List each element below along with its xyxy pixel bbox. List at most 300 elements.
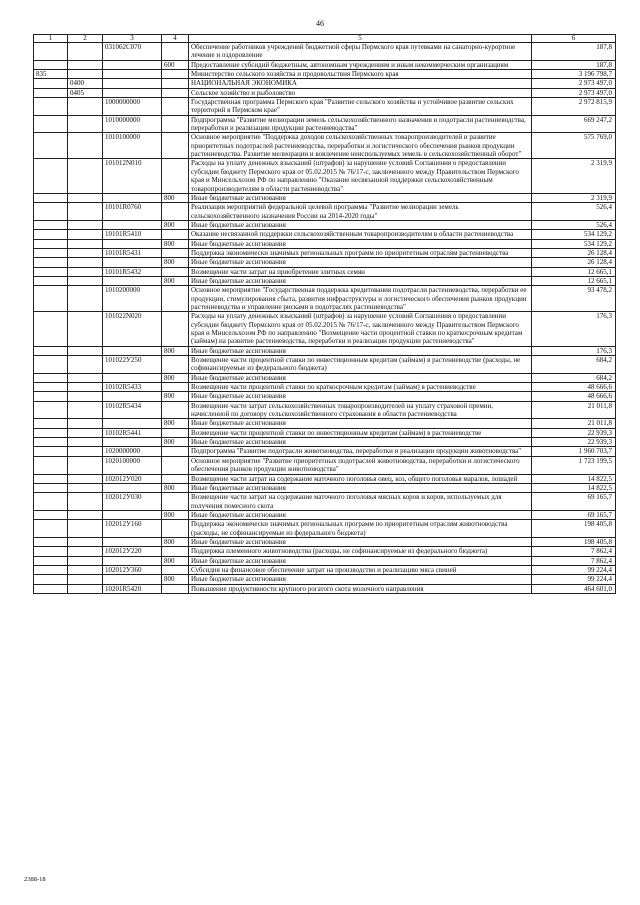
- name-cell: Иные бюджетные ассигнования: [189, 510, 532, 519]
- target-article-cell: [103, 258, 162, 267]
- table-row: [34, 356, 616, 374]
- section-cell: [68, 493, 103, 511]
- target-article-cell: 1000000000: [103, 98, 162, 116]
- section-cell: [68, 60, 103, 69]
- name-cell: Иные бюджетные ассигнования: [189, 239, 532, 248]
- section-cell: [68, 203, 103, 221]
- admin-code-cell: [34, 267, 68, 276]
- table-row: [34, 193, 616, 202]
- section-cell: [68, 474, 103, 483]
- name-cell: Иные бюджетные ассигнования: [189, 346, 532, 355]
- admin-code-cell: [34, 203, 68, 221]
- section-cell: [68, 276, 103, 285]
- amount-cell: 69 165,7: [532, 493, 616, 511]
- table-row: [34, 383, 616, 392]
- admin-code-cell: [34, 547, 68, 556]
- expense-type-cell: [162, 428, 189, 437]
- section-cell: [68, 392, 103, 401]
- name-cell: Возмещение части затрат на приобретение элитных семян: [189, 267, 532, 276]
- table-row: [34, 401, 616, 419]
- expense-type-cell: [162, 493, 189, 511]
- table-row: [34, 520, 616, 538]
- target-article-cell: 10101R5431: [103, 248, 162, 257]
- amount-cell: 198 405,8: [532, 537, 616, 546]
- amount-cell: 26 128,4: [532, 248, 616, 257]
- name-cell: Иные бюджетные ассигнования: [189, 193, 532, 202]
- amount-cell: 22 939,3: [532, 428, 616, 437]
- amount-cell: 99 224,4: [532, 565, 616, 574]
- section-cell: [68, 510, 103, 519]
- amount-cell: 14 822,5: [532, 474, 616, 483]
- admin-code-cell: [34, 556, 68, 565]
- section-cell: [68, 419, 103, 428]
- target-article-cell: 101022N020: [103, 312, 162, 346]
- admin-code-cell: [34, 230, 68, 239]
- admin-code-cell: [34, 356, 68, 374]
- name-cell: Расходы на уплату денежных взысканий (штрафов) за нарушение условий Соглашения о предоставлении субсидии бюджету Пермского края от 05.02.2015 № 76/17-с, заключенного между Правительством Пермского края и Минсельхозом РФ по направлению "Возмещение части процентной ставки по краткосрочным кредитам (займам) на развитие растениеводства, переработки и реализации продукции растениеводства": [189, 312, 532, 346]
- name-cell: Иные бюджетные ассигнования: [189, 258, 532, 267]
- header-cell: 2: [68, 35, 103, 43]
- amount-cell: 176,3: [532, 312, 616, 346]
- amount-cell: 21 011,8: [532, 419, 616, 428]
- target-article-cell: 101022У250: [103, 356, 162, 374]
- admin-code-cell: [34, 438, 68, 447]
- section-cell: [68, 483, 103, 492]
- table-row: [34, 258, 616, 267]
- target-article-cell: 10101R5432: [103, 267, 162, 276]
- document-id: 2388-18: [24, 876, 46, 883]
- target-article-cell: [103, 60, 162, 69]
- table-row: [34, 556, 616, 565]
- expense-type-cell: [162, 383, 189, 392]
- section-cell: [68, 565, 103, 574]
- expense-type-cell: 800: [162, 346, 189, 355]
- amount-cell: 2 972 815,9: [532, 98, 616, 116]
- name-cell: Возмещение части затрат сельскохозяйственных товаропроизводителей на уплату страховой премии, начисленной по договору сельскохозяйственного страхования в области растениеводства: [189, 401, 532, 419]
- admin-code-cell: [34, 483, 68, 492]
- amount-cell: 2 973 497,0: [532, 79, 616, 88]
- section-cell: [68, 428, 103, 437]
- expense-type-cell: 800: [162, 392, 189, 401]
- target-article-cell: 101012N010: [103, 159, 162, 193]
- admin-code-cell: [34, 520, 68, 538]
- expense-type-cell: [162, 98, 189, 116]
- amount-cell: 684,2: [532, 373, 616, 382]
- section-cell: [68, 356, 103, 374]
- section-cell: [68, 537, 103, 546]
- admin-code-cell: [34, 43, 68, 61]
- table-row: [34, 493, 616, 511]
- amount-cell: 534 129,2: [532, 239, 616, 248]
- target-article-cell: 10102R5434: [103, 401, 162, 419]
- expense-type-cell: [162, 401, 189, 419]
- expense-type-cell: [162, 547, 189, 556]
- target-article-cell: 102012У030: [103, 493, 162, 511]
- expense-type-cell: [162, 267, 189, 276]
- table-row: [34, 547, 616, 556]
- target-article-cell: [103, 373, 162, 382]
- name-cell: Расходы на уплату денежных взысканий (штрафов) за нарушение условий Соглашения о предоставлении субсидии бюджету Пермского края от 05.02.2015 № 76/17-с, заключенного между Правительством Пермского края и Минсельхозом РФ по направлению "Оказание несвязанной поддержки сельскохозяйственным товаропроизводителям в области растениеводства": [189, 159, 532, 193]
- name-cell: Иные бюджетные ассигнования: [189, 537, 532, 546]
- admin-code-cell: [34, 220, 68, 229]
- expense-type-cell: [162, 43, 189, 61]
- name-cell: Основное мероприятие "Поддержка доходов сельскохозяйственных товаропроизводителей и развитие приоритетных подотраслей растениеводства, переработки и логистического обеспечения рынков продукции растениеводства. Развитие мелиорации и вовлечение неиспользуемых земель в сельскохозяйственный оборот": [189, 133, 532, 159]
- section-cell: [68, 373, 103, 382]
- table-header-row: [34, 35, 616, 43]
- target-article-cell: [103, 510, 162, 519]
- amount-cell: 99 224,4: [532, 575, 616, 584]
- table-row: [34, 537, 616, 546]
- section-cell: [68, 447, 103, 456]
- section-cell: [68, 98, 103, 116]
- target-article-cell: [103, 556, 162, 565]
- expense-type-cell: 800: [162, 556, 189, 565]
- target-article-cell: [103, 239, 162, 248]
- table-row: [34, 60, 616, 69]
- table-row: [34, 70, 616, 79]
- target-article-cell: 10102R5433: [103, 383, 162, 392]
- name-cell: Возмещение части процентной ставки по краткосрочным кредитам (займам) в растениеводстве: [189, 383, 532, 392]
- expense-type-cell: 800: [162, 575, 189, 584]
- section-cell: [68, 346, 103, 355]
- target-article-cell: 102012У020: [103, 474, 162, 483]
- table-row: [34, 220, 616, 229]
- expense-type-cell: 800: [162, 220, 189, 229]
- name-cell: Подпрограмма "Развитие подотрасли животноводства, переработки и реализации продукции животноводства": [189, 447, 532, 456]
- target-article-cell: [103, 537, 162, 546]
- target-article-cell: [103, 79, 162, 88]
- amount-cell: 26 128,4: [532, 258, 616, 267]
- expense-type-cell: [162, 356, 189, 374]
- target-article-cell: 1010000000: [103, 115, 162, 133]
- admin-code-cell: [34, 159, 68, 193]
- target-article-cell: [103, 346, 162, 355]
- table-row: [34, 373, 616, 382]
- header-cell: 5: [189, 35, 532, 43]
- admin-code-cell: [34, 493, 68, 511]
- amount-cell: 187,8: [532, 60, 616, 69]
- expense-type-cell: [162, 203, 189, 221]
- target-article-cell: [103, 220, 162, 229]
- admin-code-cell: [34, 392, 68, 401]
- amount-cell: 2 319,9: [532, 193, 616, 202]
- name-cell: Поддержка племенного животноводства (расходы, не софинансируемые из федерального бюджета): [189, 547, 532, 556]
- name-cell: Иные бюджетные ассигнования: [189, 220, 532, 229]
- target-article-cell: 102012У360: [103, 565, 162, 574]
- amount-cell: 669 247,2: [532, 115, 616, 133]
- section-cell: [68, 43, 103, 61]
- amount-cell: 48 666,6: [532, 383, 616, 392]
- expense-type-cell: [162, 159, 189, 193]
- target-article-cell: 102012У160: [103, 520, 162, 538]
- expense-type-cell: [162, 474, 189, 483]
- admin-code-cell: [34, 383, 68, 392]
- amount-cell: 187,8: [532, 43, 616, 61]
- table-row: [34, 203, 616, 221]
- section-cell: [68, 230, 103, 239]
- admin-code-cell: [34, 193, 68, 202]
- name-cell: Возмещение части затрат на содержание маточного поголовья овец, коз, общего поголовья маралов, лошадей: [189, 474, 532, 483]
- section-cell: [68, 556, 103, 565]
- admin-code-cell: [34, 575, 68, 584]
- section-cell: [68, 286, 103, 312]
- section-cell: [68, 584, 103, 593]
- section-cell: [68, 456, 103, 474]
- amount-cell: 464 601,0: [532, 584, 616, 593]
- header-cell: 6: [532, 35, 616, 43]
- target-article-cell: 10101R5410: [103, 230, 162, 239]
- admin-code-cell: [34, 115, 68, 133]
- table-row: [34, 483, 616, 492]
- admin-code-cell: [34, 133, 68, 159]
- section-cell: [68, 115, 103, 133]
- expense-type-cell: [162, 520, 189, 538]
- name-cell: Возмещение части процентной ставки по инвестиционным кредитам (займам) в растениеводстве (расходы, не софинансируемые из федерального бюджета): [189, 356, 532, 374]
- admin-code-cell: [34, 373, 68, 382]
- amount-cell: 198 405,8: [532, 520, 616, 538]
- amount-cell: 48 666,6: [532, 392, 616, 401]
- section-cell: [68, 193, 103, 202]
- amount-cell: 2 973 497,0: [532, 88, 616, 97]
- table-row: [34, 447, 616, 456]
- table-body: [34, 35, 616, 594]
- admin-code-cell: [34, 258, 68, 267]
- amount-cell: 69 165,7: [532, 510, 616, 519]
- target-article-cell: 1010100000: [103, 133, 162, 159]
- name-cell: Реализация мероприятий федеральной целевой программы "Развитие мелиорации земель сельскохозяйственного назначения России на 2014-2020 годы": [189, 203, 532, 221]
- admin-code-cell: [34, 428, 68, 437]
- header-cell: 3: [103, 35, 162, 43]
- name-cell: Иные бюджетные ассигнования: [189, 575, 532, 584]
- expense-type-cell: 800: [162, 193, 189, 202]
- table-row: [34, 43, 616, 61]
- target-article-cell: [103, 392, 162, 401]
- target-article-cell: [103, 483, 162, 492]
- admin-code-cell: [34, 312, 68, 346]
- expense-type-cell: 800: [162, 483, 189, 492]
- admin-code-cell: [34, 346, 68, 355]
- admin-code-cell: [34, 401, 68, 419]
- admin-code-cell: [34, 276, 68, 285]
- admin-code-cell: [34, 286, 68, 312]
- expense-type-cell: [162, 312, 189, 346]
- expense-type-cell: 800: [162, 276, 189, 285]
- name-cell: Иные бюджетные ассигнования: [189, 419, 532, 428]
- section-cell: [68, 248, 103, 257]
- name-cell: Повышение продуктивности крупного рогатого скота молочного направления: [189, 584, 532, 593]
- target-article-cell: [103, 575, 162, 584]
- table-row: [34, 346, 616, 355]
- admin-code-cell: [34, 510, 68, 519]
- expense-type-cell: [162, 565, 189, 574]
- admin-code-cell: [34, 98, 68, 116]
- target-article-cell: 1020100000: [103, 456, 162, 474]
- table-row: [34, 267, 616, 276]
- section-cell: 0405: [68, 88, 103, 97]
- name-cell: Субсидия на финансовое обеспечение затрат на производство и реализацию мяса свиней: [189, 565, 532, 574]
- name-cell: Возмещение части затрат на содержание маточного поголовья мясных коров и коров, используемых для получения помесного скота: [189, 493, 532, 511]
- amount-cell: 3 196 798,7: [532, 70, 616, 79]
- budget-table: [33, 34, 616, 594]
- expense-type-cell: [162, 88, 189, 97]
- table-row: [34, 286, 616, 312]
- section-cell: [68, 239, 103, 248]
- name-cell: Предоставление субсидий бюджетным, автономным учреждениям и иным некоммерческим организациям: [189, 60, 532, 69]
- expense-type-cell: 800: [162, 419, 189, 428]
- amount-cell: 93 478,2: [532, 286, 616, 312]
- table-row: [34, 159, 616, 193]
- section-cell: [68, 520, 103, 538]
- expense-type-cell: [162, 115, 189, 133]
- expense-type-cell: [162, 79, 189, 88]
- section-cell: [68, 258, 103, 267]
- name-cell: Возмещение части процентной ставки по инвестиционным кредитам (займам) в растениеводстве: [189, 428, 532, 437]
- amount-cell: 526,4: [532, 220, 616, 229]
- name-cell: Иные бюджетные ассигнования: [189, 483, 532, 492]
- table-row: [34, 438, 616, 447]
- target-article-cell: [103, 193, 162, 202]
- amount-cell: 21 011,8: [532, 401, 616, 419]
- expense-type-cell: 800: [162, 258, 189, 267]
- admin-code-cell: [34, 79, 68, 88]
- table-row: [34, 98, 616, 116]
- name-cell: Оказание несвязанной поддержки сельскохозяйственным товаропроизводителям в области растениеводства: [189, 230, 532, 239]
- table-row: [34, 276, 616, 285]
- admin-code-cell: [34, 239, 68, 248]
- expense-type-cell: 800: [162, 373, 189, 382]
- target-article-cell: 10102R5441: [103, 428, 162, 437]
- table-row: [34, 312, 616, 346]
- section-cell: [68, 547, 103, 556]
- table-row: [34, 474, 616, 483]
- section-cell: [68, 133, 103, 159]
- name-cell: Государственная программа Пермского края "Развитие сельского хозяйства и устойчивое развитие сельских территорий в Пермском крае": [189, 98, 532, 116]
- section-cell: [68, 312, 103, 346]
- header-cell: 4: [162, 35, 189, 43]
- name-cell: Министерство сельского хозяйства и продовольствия Пермского края: [189, 70, 532, 79]
- admin-code-cell: 835: [34, 70, 68, 79]
- name-cell: Иные бюджетные ассигнования: [189, 438, 532, 447]
- name-cell: Иные бюджетные ассигнования: [189, 556, 532, 565]
- table-row: [34, 88, 616, 97]
- section-cell: [68, 159, 103, 193]
- target-article-cell: 10201R5420: [103, 584, 162, 593]
- section-cell: [68, 575, 103, 584]
- header-cell: 1: [34, 35, 68, 43]
- expense-type-cell: [162, 584, 189, 593]
- section-cell: [68, 70, 103, 79]
- section-cell: [68, 401, 103, 419]
- amount-cell: 534 129,2: [532, 230, 616, 239]
- name-cell: Иные бюджетные ассигнования: [189, 373, 532, 382]
- expense-type-cell: 800: [162, 438, 189, 447]
- table-row: [34, 456, 616, 474]
- name-cell: Обеспечение работников учреждений бюджетной сферы Пермского края путевками на санаторно-курортное лечение и оздоровление: [189, 43, 532, 61]
- table-row: [34, 79, 616, 88]
- target-article-cell: [103, 276, 162, 285]
- amount-cell: 22 939,3: [532, 438, 616, 447]
- section-cell: [68, 220, 103, 229]
- name-cell: НАЦИОНАЛЬНАЯ ЭКОНОМИКА: [189, 79, 532, 88]
- name-cell: Основное мероприятие "Государственная поддержка кредитования подотрасли растениеводства, переработки ее продукции, стимулирования сбыта, развития инфраструктуры и логистического обеспечения рынков продукции растениеводства и управление рисками в подотраслях растениеводства": [189, 286, 532, 312]
- amount-cell: 684,2: [532, 356, 616, 374]
- admin-code-cell: [34, 60, 68, 69]
- amount-cell: 526,4: [532, 203, 616, 221]
- expense-type-cell: [162, 133, 189, 159]
- expense-type-cell: [162, 230, 189, 239]
- expense-type-cell: 800: [162, 510, 189, 519]
- admin-code-cell: [34, 474, 68, 483]
- amount-cell: 575 769,0: [532, 133, 616, 159]
- admin-code-cell: [34, 248, 68, 257]
- table-row: [34, 428, 616, 437]
- expense-type-cell: [162, 447, 189, 456]
- name-cell: Иные бюджетные ассигнования: [189, 276, 532, 285]
- target-article-cell: [103, 419, 162, 428]
- table-row: [34, 584, 616, 593]
- target-article-cell: [103, 88, 162, 97]
- table-row: [34, 133, 616, 159]
- table-row: [34, 115, 616, 133]
- section-cell: [68, 438, 103, 447]
- amount-cell: 12 665,1: [532, 276, 616, 285]
- admin-code-cell: [34, 447, 68, 456]
- table-row: [34, 419, 616, 428]
- name-cell: Подпрограмма "Развитие мелиорации земель сельскохозяйственного назначения и подотрасли растениеводства, переработки и реализации продукции растениеводства": [189, 115, 532, 133]
- expense-type-cell: 600: [162, 60, 189, 69]
- table-row: [34, 230, 616, 239]
- admin-code-cell: [34, 537, 68, 546]
- table-row: [34, 575, 616, 584]
- table-row: [34, 392, 616, 401]
- expense-type-cell: [162, 286, 189, 312]
- name-cell: Поддержка экономически значимых региональных программ по приоритетным отраслям растениеводства: [189, 248, 532, 257]
- target-article-cell: 102012У220: [103, 547, 162, 556]
- amount-cell: 2 319,9: [532, 159, 616, 193]
- expense-type-cell: 800: [162, 537, 189, 546]
- name-cell: Сельское хозяйство и рыболовство: [189, 88, 532, 97]
- target-article-cell: [103, 438, 162, 447]
- amount-cell: 7 862,4: [532, 547, 616, 556]
- section-cell: [68, 267, 103, 276]
- target-article-cell: 031062С070: [103, 43, 162, 61]
- table-row: [34, 510, 616, 519]
- expense-type-cell: [162, 456, 189, 474]
- amount-cell: 14 822,5: [532, 483, 616, 492]
- section-cell: [68, 383, 103, 392]
- admin-code-cell: [34, 456, 68, 474]
- amount-cell: 7 862,4: [532, 556, 616, 565]
- expense-type-cell: [162, 70, 189, 79]
- admin-code-cell: [34, 419, 68, 428]
- name-cell: Иные бюджетные ассигнования: [189, 392, 532, 401]
- amount-cell: 1 960 703,7: [532, 447, 616, 456]
- page-number: 46: [316, 19, 324, 28]
- admin-code-cell: [34, 565, 68, 574]
- amount-cell: 176,3: [532, 346, 616, 355]
- expense-type-cell: [162, 248, 189, 257]
- section-cell: 0400: [68, 79, 103, 88]
- table-row: [34, 565, 616, 574]
- name-cell: Поддержка экономически значимых региональных программ по приоритетным отраслям животноводства (расходы, не софинансируемые из федерального бюджета): [189, 520, 532, 538]
- target-article-cell: [103, 70, 162, 79]
- target-article-cell: 1020000000: [103, 447, 162, 456]
- name-cell: Основное мероприятие "Развитие приоритетных подотраслей животноводства, переработки и логистического обеспечения рынков продукции животноводства": [189, 456, 532, 474]
- target-article-cell: 10101R0760: [103, 203, 162, 221]
- table-row: [34, 248, 616, 257]
- amount-cell: 12 665,1: [532, 267, 616, 276]
- table-row: [34, 239, 616, 248]
